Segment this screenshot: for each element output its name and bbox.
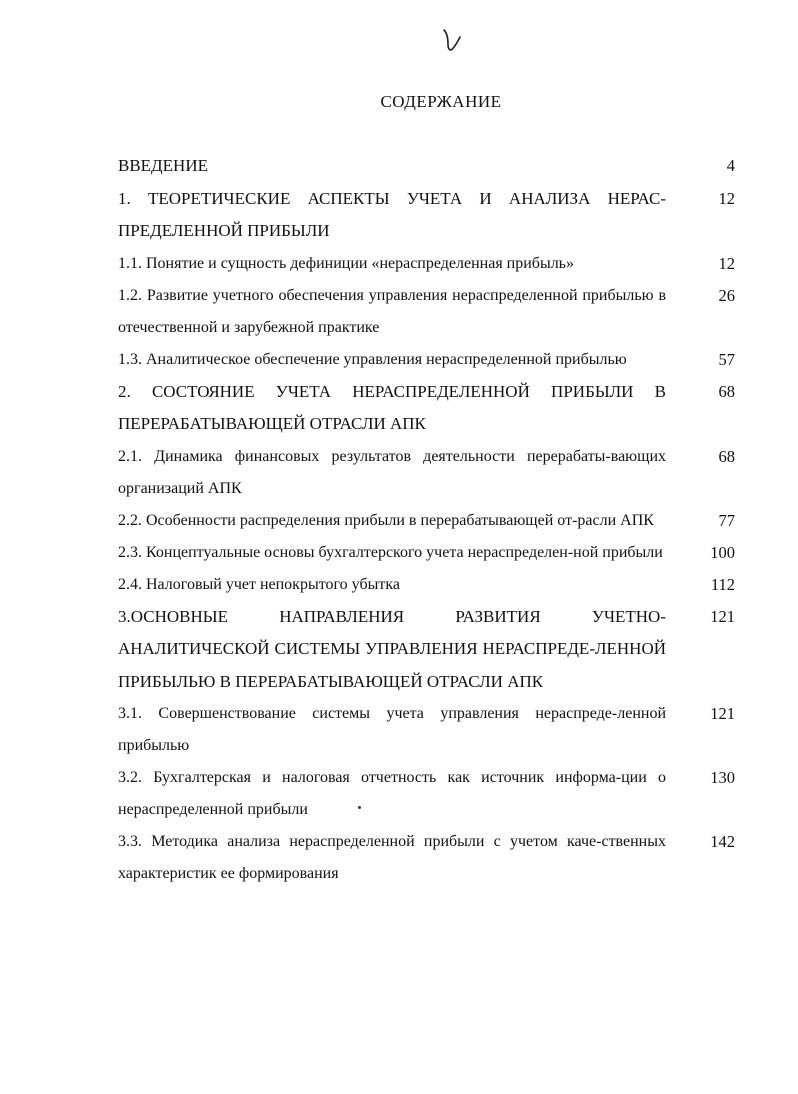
scan-speck [358,806,361,809]
toc-entry-title: 2.4. Налоговый учет непокрытого убытка [118,575,400,593]
toc-entry [118,376,738,441]
toc-entry-title: 1. ТЕОРЕТИЧЕСКИЕ АСПЕКТЫ УЧЕТА И АНАЛИЗА НЕРАС-ПРЕДЕЛЕННОЙ ПРИБЫЛИ [118,188,666,240]
toc-entry [118,601,738,699]
toc-entry-page: 112 [710,574,735,594]
handwritten-two-mark [436,24,466,54]
toc-entry [118,183,738,248]
toc-entry [118,344,738,376]
toc-entry-title: 2. СОСТОЯНИЕ УЧЕТА НЕРАСПРЕДЕЛЕННОЙ ПРИБЫЛИ В ПЕРЕРАБАТЫВАЮЩЕЙ ОТРАСЛИ АПК [118,381,666,433]
toc-entry-title: 2.2. Особенности распределения прибыли в перерабатывающей от-расли АПК [118,511,654,529]
toc-entry [118,150,738,183]
toc-entry [118,280,738,344]
toc-entry-title: 3.ОСНОВНЫЕ НАПРАВЛЕНИЯ РАЗВИТИЯ УЧЕТНО-АНАЛИТИЧЕСКОЙ СИСТЕМЫ УПРАВЛЕНИЯ НЕРАСПРЕДЕ-ЛЕННОЙ ПРИБЫЛЬЮ В ПЕРЕРАБАТЫВАЮЩЕЙ ОТРАСЛИ АПК [118,606,666,691]
toc-entry-title: 3.1. Совершенствование системы учета управления нераспреде-ленной прибылью [118,705,666,754]
toc-entry-page: 77 [718,510,735,530]
toc-entry-page: 26 [718,285,735,305]
toc-entry-page: 12 [718,188,735,208]
toc-entry-title: 1.1. Понятие и сущность дефиниции «нераспределенная прибыль» [118,254,574,272]
toc-entry-page: 142 [710,832,735,851]
toc-entry [118,248,738,280]
toc-entry-page: 121 [710,606,735,626]
toc-entry-title: 3.3. Методика анализа нераспределенной прибыли с учетом каче-ственных характеристик ее формирования [118,833,666,882]
toc-entry [118,537,738,569]
table-of-contents [118,150,738,890]
toc-entry-title: 1.2. Развитие учетного обеспечения управления нераспределенной прибылью в отечественной и зарубежной практике [118,286,666,336]
toc-entry-page: 68 [718,381,735,401]
toc-entry [118,505,738,537]
toc-entry-title: 2.3. Концептуальные основы бухгалтерского учета нераспределен-ной прибыли [118,543,663,561]
toc-entry-page: 12 [718,253,735,273]
toc-entry-title: 1.3. Аналитическое обеспечение управления нераспределенной прибылью [118,350,627,368]
toc-entry-page: 121 [710,704,735,723]
toc-entry-page: 130 [710,768,735,787]
page-title: СОДЕРЖАНИЕ [380,92,502,111]
toc-entry-title: ВВЕДЕНИЕ [118,156,208,175]
toc-entry-page: 68 [718,446,735,466]
toc-entry-title: 3.2. Бухгалтерская и налоговая отчетность как источник информа-ции о нераспределенной прибыли [118,769,666,818]
toc-entry [118,762,738,826]
toc-entry [118,698,738,762]
handwritten-page-number [436,24,466,54]
toc-entry [118,569,738,601]
toc-entry-page: 100 [710,542,735,562]
toc-entry [118,826,738,890]
toc-entry-page: 57 [718,349,735,369]
toc-entry-page: 4 [726,156,735,175]
toc-entry [118,441,738,505]
toc-entry-title: 2.1. Динамика финансовых результатов деятельности перерабаты-вающих организаций АПК [118,447,666,497]
